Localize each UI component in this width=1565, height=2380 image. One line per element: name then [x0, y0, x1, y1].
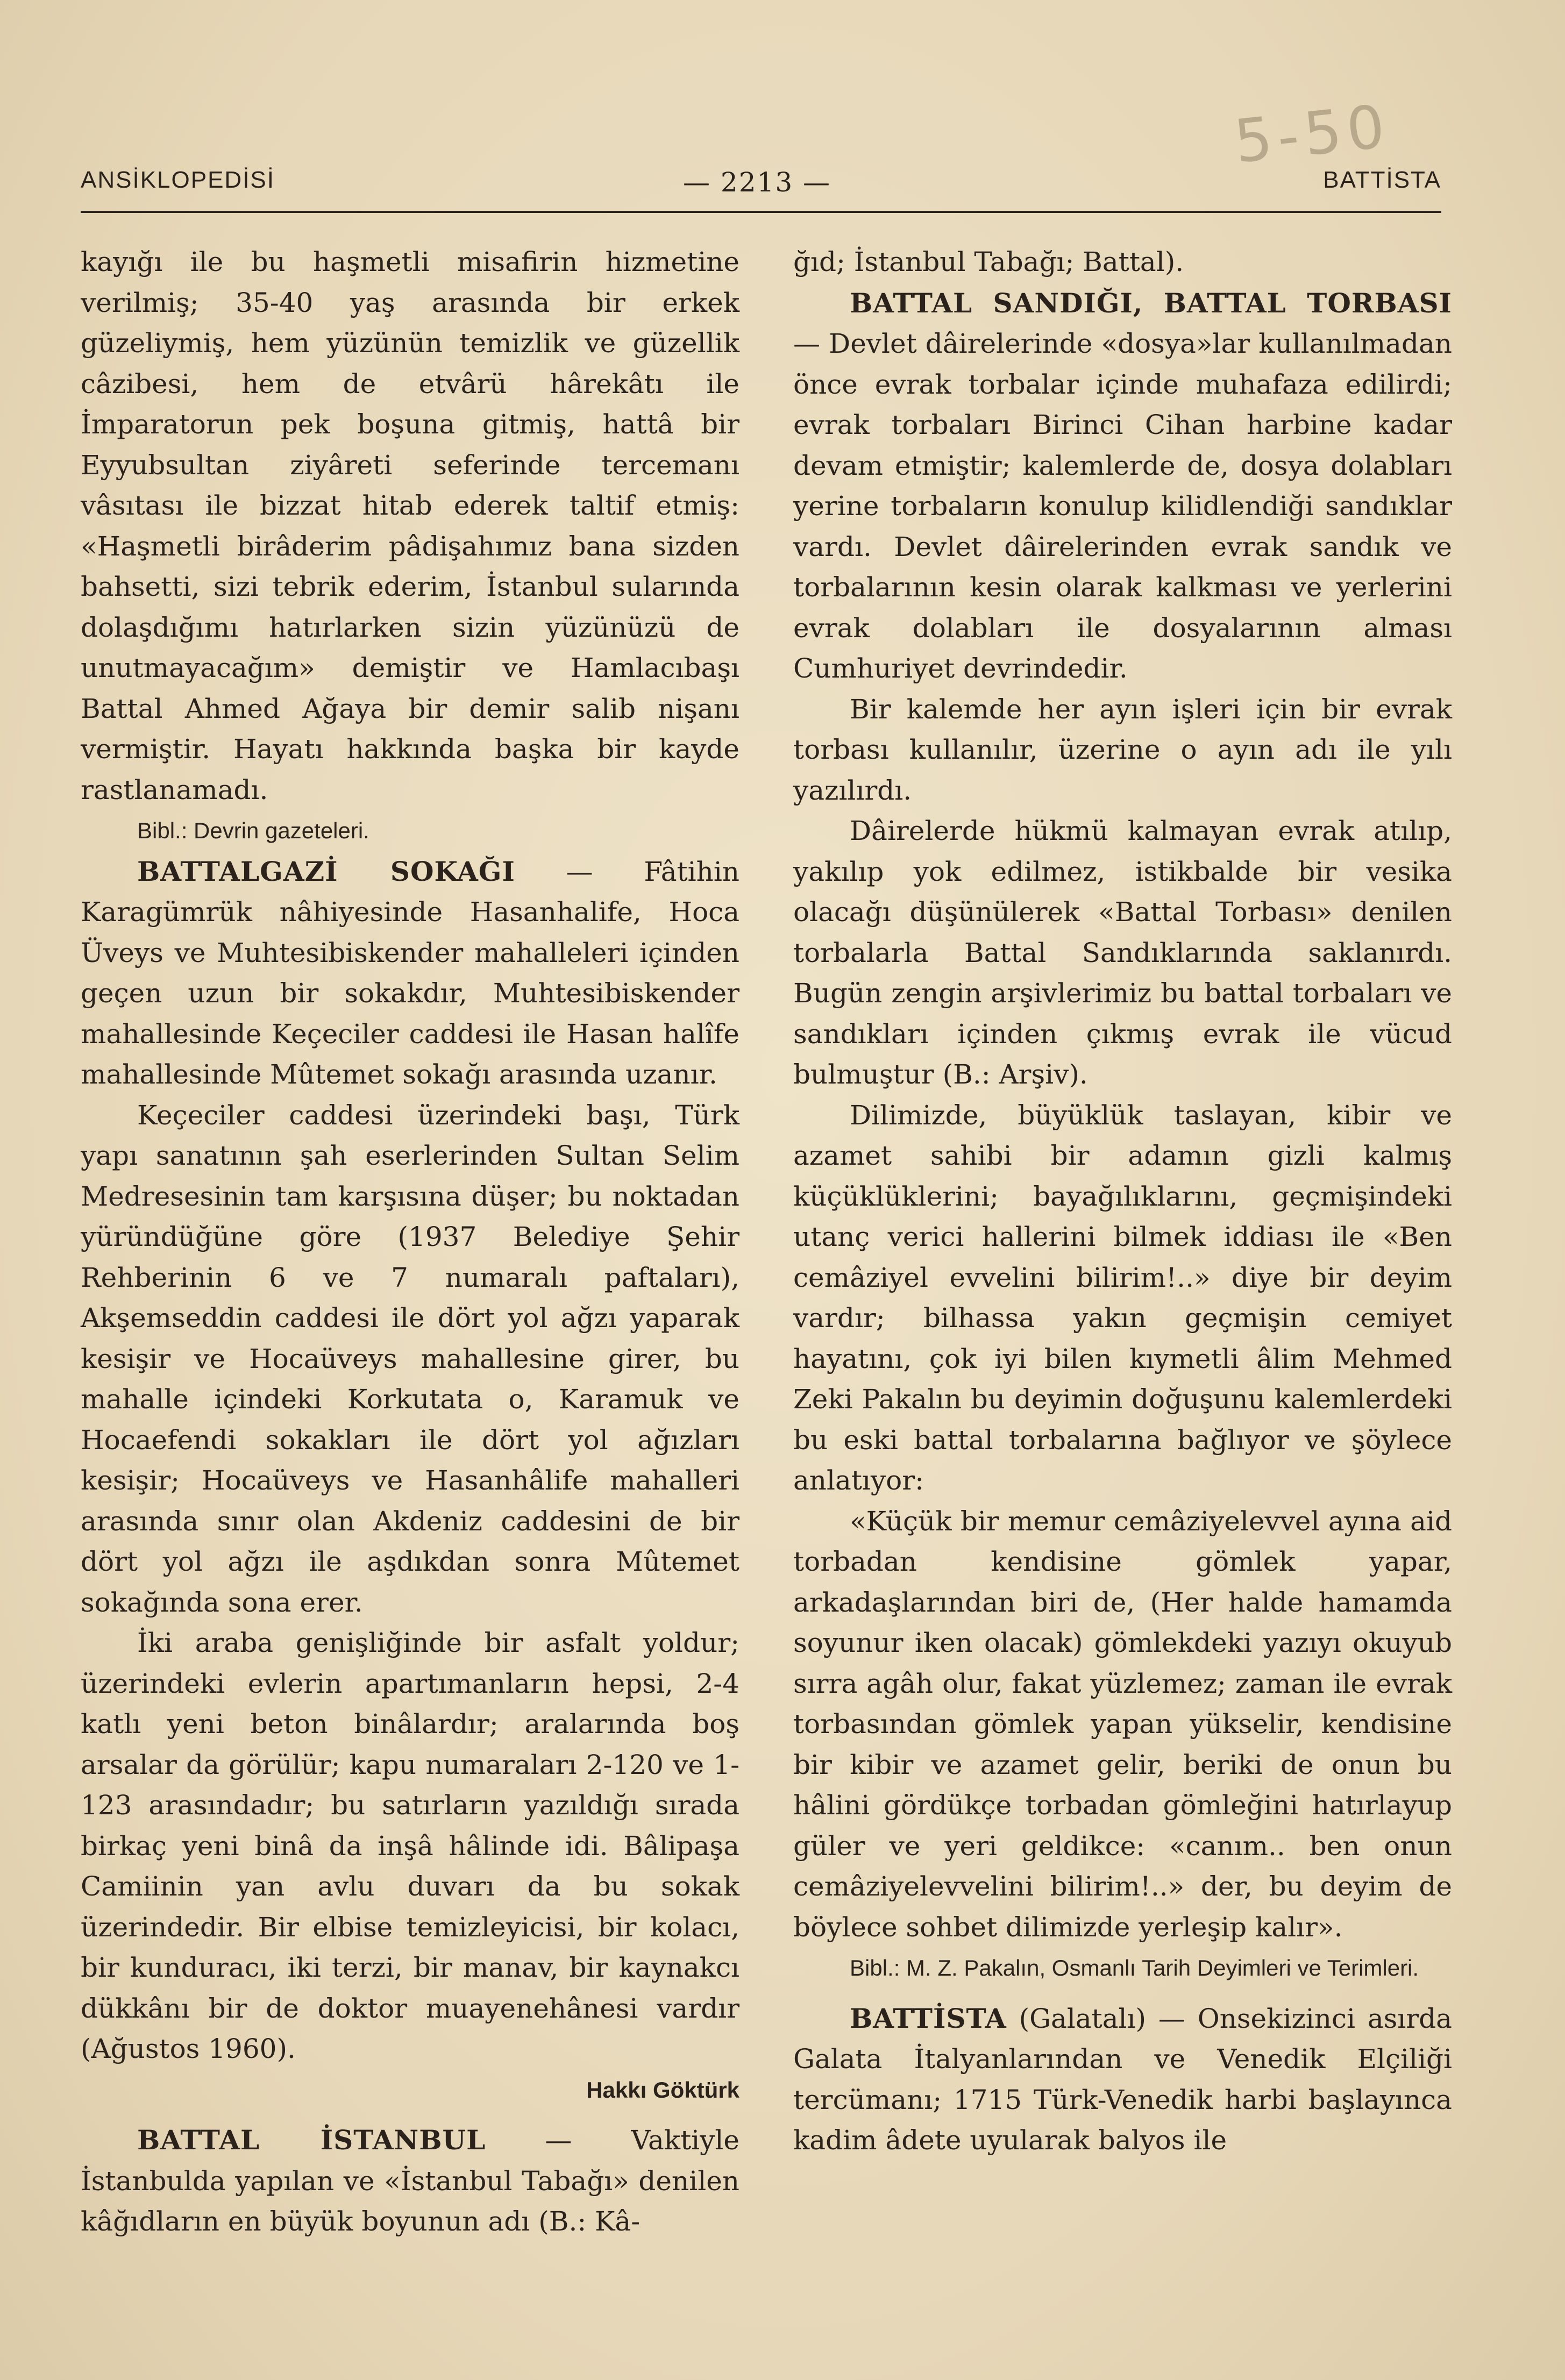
- entry-battista: [793, 1998, 1452, 2161]
- entry-title: BATTAL İSTANBUL: [137, 2124, 486, 2156]
- page-number: — 2213 —: [683, 167, 831, 198]
- entry-body: (Galatalı) — Onsekizinci asırda Galata İtalyanlarından ve Venedik Elçiliği tercümanı; 1715 Türk-Venedik harbi başlayınca kadim âdete uyularak balyos ile: [793, 2003, 1452, 2156]
- bibliography: Bibl.: M. Z. Pakalın, Osmanlı Tarih Deyimleri ve Terimleri.: [850, 1955, 1419, 1980]
- author-signature: Hakkı Göktürk: [586, 2077, 739, 2103]
- header-rule: [81, 211, 1441, 213]
- entry-title: BATTAL SANDIĞI, BATTAL TORBASI: [850, 287, 1452, 319]
- entry-body: — Devlet dâirelerinde «dosya»lar kullanılmadan önce evrak torbalar içinde muhafaza edilirdi; evrak torbaları Birinci Cihan harbine kadar devam etmiştir; kalemlerde de, dosya dolabları yerine torbaların konulup kilidlendiği sandıklar vardı. Devlet dâirelerinden evrak sandık ve torbalarının kesin olarak kalkması ve yerlerini evrak dolabları ile dosyalarının alması Cumhuriyet devrindedir.: [793, 328, 1452, 684]
- paragraph: ğıd; İstanbul Tabağı; Battal).: [793, 246, 1184, 277]
- spacer: [793, 1989, 1452, 1998]
- entry-battal-istanbul: [81, 2120, 739, 2242]
- spacer: [81, 2110, 739, 2120]
- entry-battalgazi: [81, 851, 739, 1095]
- header-left: ANSİKLOPEDİSİ: [81, 167, 275, 193]
- paragraph: İki araba genişliğinde bir asfalt yoldur; üzerindeki evlerin apartımanların hepsi, 2-4 katlı yeni beton binâlardır; aralarında boş arsalar da görülür; kapu numaraları 2-120 ve 1-123 arasındadır; bu satırların yazıldığı sırada birkaç yeni binâ da inşâ hâlinde idi. Bâlipaşa Camiinin yan avlu duvarı da bu sokak üzerindedir. Bir elbise temizleyicisi, bir kolacı, bir kunduracı, iki terzi, bir manav, bir kaynakcı dükkânı bir de doktor muayenehânesi vardır (Ağustos 1960).: [81, 1627, 739, 2064]
- running-header: [81, 161, 1441, 204]
- paragraph: Keçeciler caddesi üzerindeki başı, Türk yapı sanatının şah eserlerinden Sultan Selim Medresesinin tam karşısına düşer; bu noktadan yüründüğüne göre (1937 Belediye Şehir Rehberinin 6 ve 7 numaralı paftaları), Akşemseddin caddesi ile dört yol ağzı yaparak kesişir ve Hocaüveys mahallesine girer, bu mahalle içindeki Korkutata o, Karamuk ve Hocaefendi sokakları ile dört yol ağızları kesişir; Hocaüveys ve Hasanhâlife mahalleri arasında sınır olan Akdeniz caddesini de bir dört yol ağzı ile aşdıkdan sonra Mûtemet sokağında sona erer.: [81, 1099, 739, 1618]
- paragraph: Dilimizde, büyüklük taslayan, kibir ve azamet sahibi bir adamın gizli kalmış küçüklüklerini; bayağılıklarını, geçmişindeki utanç verici hallerini bilmek iddiası ile «Ben cemâziyel evvelini bilirim!..» diye bir deyim vardır; bilhassa yakın geçmişin cemiyet hayatını, çok iyi bilen kıymetli âlim Mehmed Zeki Pakalın bu deyimin doğuşunu kalemlerdeki bu eski battal torbalarına bağlıyor ve şöylece anlatıyor:: [793, 1099, 1452, 1496]
- entry-title: BATTALGAZİ SOKAĞI: [137, 855, 515, 887]
- right-column: [793, 242, 1452, 2161]
- entry-title: BATTİSTA: [850, 2002, 1007, 2034]
- pencil-annotation: 5-50: [1231, 91, 1393, 176]
- bibliography: Bibl.: Devrin gazeteleri.: [137, 818, 369, 843]
- paragraph: Dâirelerde hükmü kalmayan evrak atılıp, yakılıp yok edilmez, istikbalde bir vesika olacağı düşünülerek «Battal Torbası» denilen torbalarla Battal Sandıklarında saklanırdı. Bugün zengin arşivlerimiz bu battal torbaları ve sandıkları içinden çıkmış evrak ile vücud bulmuştur (B.: Arşiv).: [793, 815, 1452, 1090]
- entry-body: — Vaktiyle İstanbulda yapılan ve «İstanbul Tabağı» denilen kâğıdların en büyük boyunun adı (B.: Kâ-: [81, 2125, 739, 2237]
- left-column: [81, 242, 739, 2242]
- paragraph: Bir kalemde her ayın işleri için bir evrak torbası kullanılır, üzerine o ayın adı ile yılı yazılırdı.: [793, 693, 1452, 806]
- quotation: «Küçük bir memur cemâziyelevvel ayına aid torbadan kendisine gömlek yapar, arkadaşlarından biri de, (Her halde hamamda soyunur iken olacak) gömlekdeki yazıyı okuyub sırra agâh olur, fakat yüzlemez; zaman ile evrak torbasından gömlek yapan yükselir, kendisine bir kibir ve azamet gelir, beriki de onun bu hâlini gördükçe torbadan gömleğini hatırlayup güler ve yeri geldikce: «canım.. ben onun cemâziyelevvelini bilirim!..» der, bu deyim de böylece sohbet dilimizde yerleşip kalır».: [793, 1505, 1452, 1943]
- header-right: BATTİSTA: [1323, 167, 1441, 193]
- entry-body: — Fâtihin Karagümrük nâhiyesinde Hasanhalife, Hoca Üveys ve Muhtesibiskender mahalleleri içinden geçen uzun bir sokakdır, Muhtesibiskender mahallesinde Keçeciler caddesi ile Hasan halîfe mahallesinde Mûtemet sokağı arasında uzanır.: [81, 856, 740, 1090]
- paragraph: kayığı ile bu haşmetli misafirin hizmetine verilmiş; 35-40 yaş arasında bir erkek güzeliymiş, hem yüzünün temizlik ve güzellik câzibesi, hem de etvârü hârekâtı ile İmparatorun pek boşuna gitmiş, hattâ bir Eyyubsultan ziyâreti seferinde tercemanı vâsıtası ile bizzat hitab ederek taltif etmiş: «Haşmetli birâderim pâdişahımız bana sizden bahsetti, sizi tebrik ederim, İstanbul sularında dolaşdığımı hatırlarken sizin yüzünüzü de unutmayacağım» demiştir ve Hamlacıbaşı Battal Ahmed Ağaya bir demir salib nişanı vermiştir. Hayatı hakkında başka bir kayde rastlanamadı.: [81, 246, 739, 806]
- entry-battal-sandigi: [793, 283, 1452, 689]
